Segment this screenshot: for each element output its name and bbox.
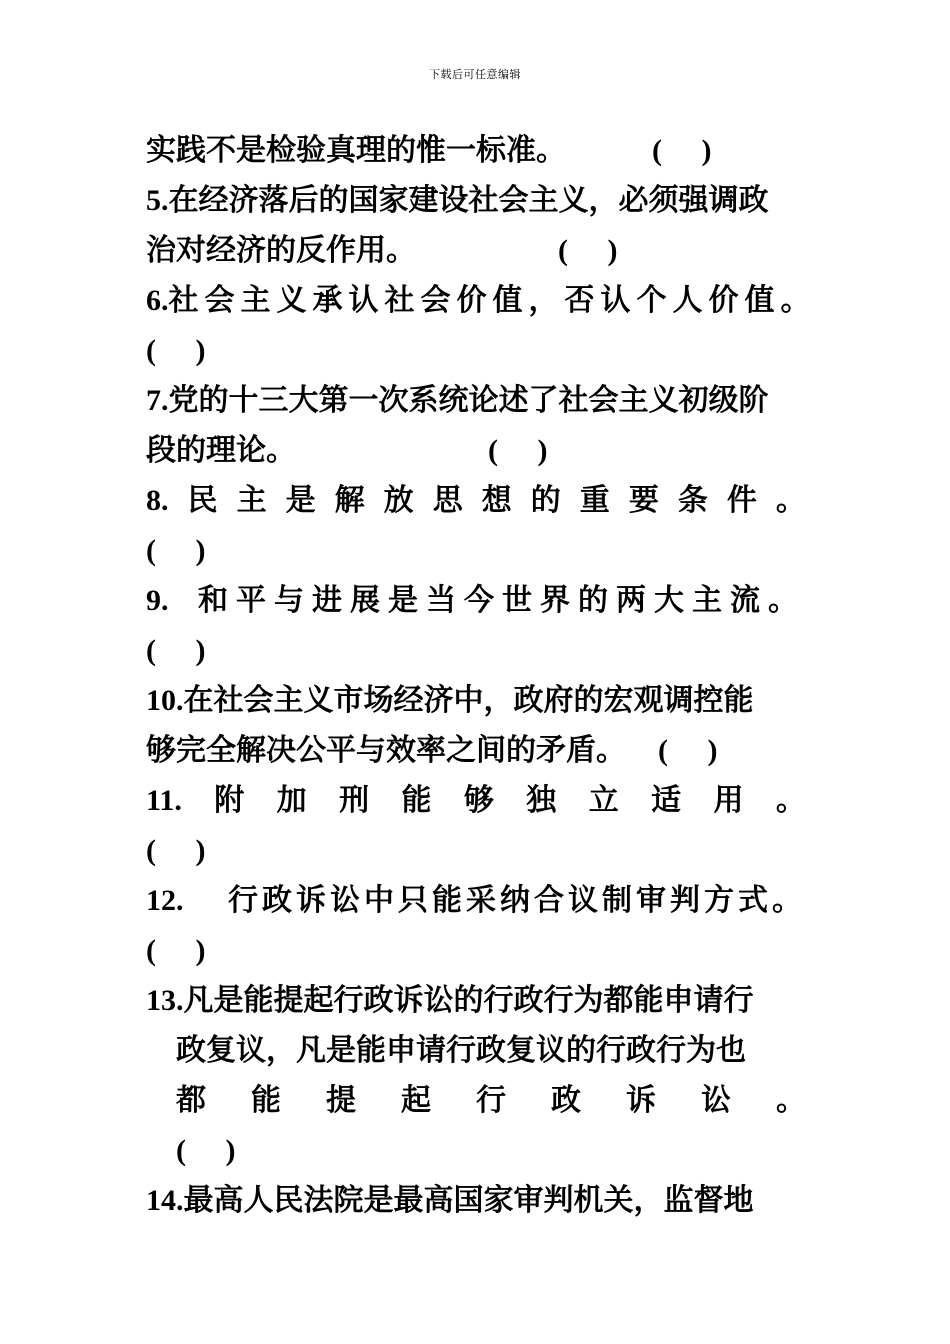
- question-11-answer: [146, 826, 806, 876]
- char: 。: [775, 483, 806, 518]
- char: 够: [463, 783, 494, 818]
- question-number: 10.: [146, 684, 184, 717]
- line-text: 在经济落后的国家建设社会主义，必须强调政: [168, 183, 769, 218]
- char: 诉: [626, 1083, 656, 1118]
- question-13-line-2: [146, 1026, 806, 1076]
- question-number: 7.: [146, 384, 169, 417]
- question-5-line-1: [146, 176, 806, 226]
- char: 主: [236, 483, 267, 518]
- answer-blank: ( ): [488, 434, 564, 467]
- question-12-answer: [146, 926, 806, 976]
- answer-blank: ( ): [146, 834, 222, 867]
- char: 立: [588, 783, 619, 818]
- char: 附: [214, 783, 245, 818]
- char: 起: [401, 1083, 431, 1118]
- answer-blank: ( ): [558, 234, 634, 267]
- answer-blank: ( ): [658, 734, 734, 767]
- question-6-line-1: [146, 276, 817, 326]
- question-13-line-1: [146, 976, 806, 1026]
- char: 想: [481, 483, 512, 518]
- char: 要: [628, 483, 659, 518]
- char: 。: [775, 783, 806, 818]
- question-10-line-1: [146, 676, 806, 726]
- answer-blank: ( ): [652, 134, 728, 167]
- char: 。: [776, 1083, 806, 1118]
- answer-blank: ( ): [146, 934, 222, 967]
- question-number: 11.: [146, 784, 182, 817]
- char: 件: [726, 483, 757, 518]
- question-13-line-3: [146, 1076, 806, 1126]
- line-text: 行政诉讼中只能采纳合议制审判方式。: [228, 883, 806, 918]
- page-header: 下载后可任意编辑: [429, 68, 521, 81]
- answer-blank: ( ): [146, 534, 222, 567]
- char: 能: [251, 1083, 281, 1118]
- line-text: 段的理论。: [146, 433, 296, 468]
- line-text: 在社会主义市场经济中，政府的宏观调控能: [183, 683, 754, 718]
- line-text: 和平与进展是当今世界的两大主流。: [198, 583, 806, 618]
- char: 适: [651, 783, 682, 818]
- question-12-line-1: [146, 876, 806, 926]
- question-13-answer: [146, 1126, 806, 1176]
- document-body: [146, 126, 817, 1226]
- question-5-line-2: [146, 226, 806, 276]
- char: 民: [187, 483, 218, 518]
- question-8-answer: [146, 526, 806, 576]
- question-number: 14.: [146, 1184, 184, 1217]
- question-7-line-2: [146, 426, 806, 476]
- char: 能: [401, 783, 432, 818]
- char: 思: [432, 483, 463, 518]
- char: 独: [526, 783, 557, 818]
- question-number: 9.: [146, 584, 169, 617]
- question-number: 13.: [146, 984, 184, 1017]
- question-number: 6.: [146, 284, 169, 317]
- char: 重: [579, 483, 610, 518]
- char: 放: [383, 483, 414, 518]
- question-11-line-1: [146, 776, 806, 826]
- line-text: 实践不是检验真理的惟一标准。: [146, 133, 566, 168]
- question-8-line-1: [146, 476, 806, 526]
- line-text: 社会主义承认社会价值，否认个人价值。: [168, 283, 817, 318]
- question-number: 8.: [146, 484, 169, 517]
- line-text: 最高人民法院是最高国家审判机关，监督地: [183, 1183, 754, 1218]
- line-text: 政复议，凡是能申请行政复议的行政行为也: [176, 1033, 746, 1068]
- char: 解: [334, 483, 365, 518]
- question-9-answer: [146, 626, 806, 676]
- char: 刑: [339, 783, 370, 818]
- question-number: 5.: [146, 184, 169, 217]
- char: 都: [176, 1083, 206, 1118]
- question-7-line-1: [146, 376, 806, 426]
- line-text: 够完全解决公平与效率之间的矛盾。: [146, 733, 626, 768]
- question-10-line-2: [146, 726, 806, 776]
- line-text: 凡是能提起行政诉讼的行政行为都能申请行: [183, 983, 754, 1018]
- text-line: [146, 126, 806, 176]
- line-text: 党的十三大第一次系统论述了社会主义初级阶: [168, 383, 769, 418]
- char: 行: [476, 1083, 506, 1118]
- question-6-answer: [146, 326, 806, 376]
- question-number: 12.: [146, 884, 184, 917]
- char: 是: [285, 483, 316, 518]
- char: 条: [677, 483, 708, 518]
- answer-blank: ( ): [146, 634, 222, 667]
- char: 的: [530, 483, 561, 518]
- char: 讼: [701, 1083, 731, 1118]
- answer-blank: ( ): [146, 334, 222, 367]
- char: 用: [713, 783, 744, 818]
- question-14-line-1: [146, 1176, 806, 1226]
- question-9-line-1: [146, 576, 806, 626]
- char: 加: [276, 783, 307, 818]
- line-text: 治对经济的反作用。: [146, 233, 416, 268]
- char: 政: [551, 1083, 581, 1118]
- answer-blank: ( ): [176, 1134, 252, 1167]
- char: 提: [326, 1083, 356, 1118]
